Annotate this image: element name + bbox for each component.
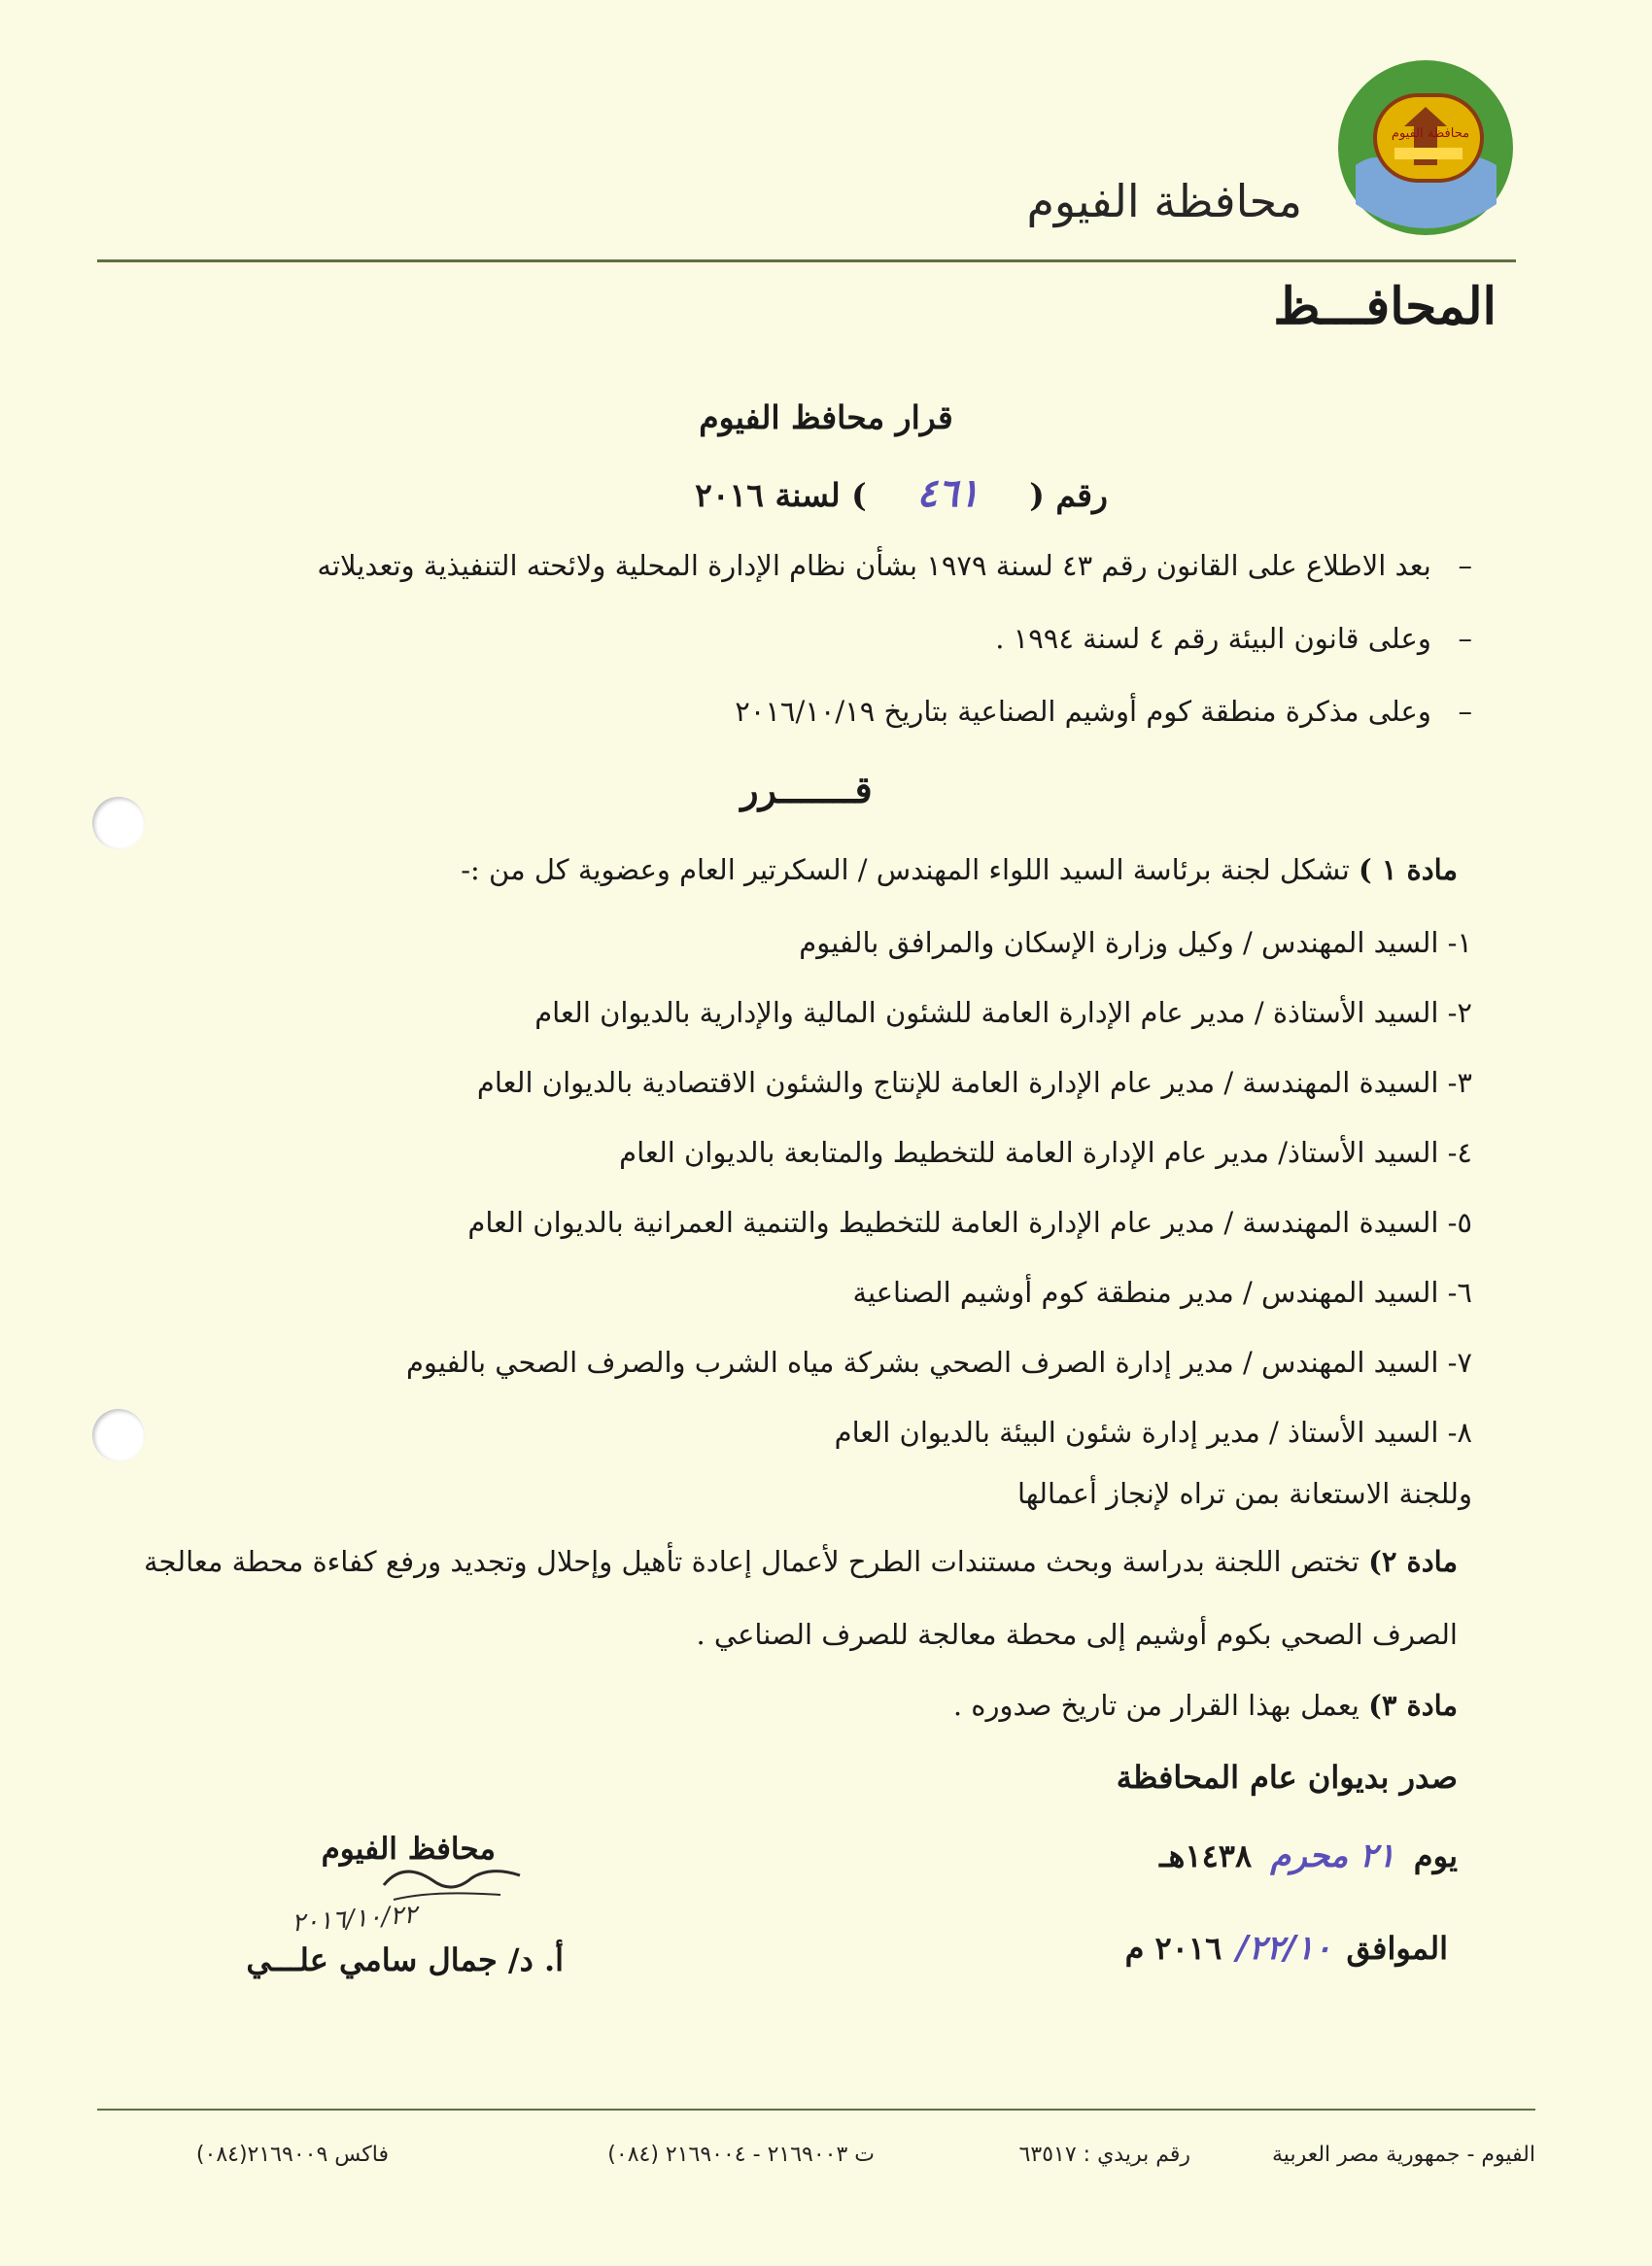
footer-rule: [97, 2109, 1535, 2111]
issued-at: صدر بديوان عام المحافظة: [1116, 1759, 1458, 1796]
gregorian-handwritten: ٢٢/١٠/: [1236, 1929, 1332, 1968]
gregorian-label: الموافق: [1346, 1930, 1448, 1967]
logo-lettering: محافظة الفيوم: [1391, 126, 1470, 141]
committee-note: وللجنة الاستعانة بمن تراه لإنجاز أعمالها: [1016, 1477, 1472, 1510]
article-3-label: مادة ٣): [1368, 1689, 1458, 1722]
punch-hole: [92, 797, 145, 849]
preamble-text: وعلى قانون البيئة رقم ٤ لسنة ١٩٩٤ .: [995, 622, 1431, 655]
member-item: ٨- السيد الأستاذ / مدير إدارة شئون البيئة بالديوان العام: [834, 1416, 1472, 1449]
preamble-dash: –: [1430, 549, 1472, 582]
preamble-item: [112, 622, 1472, 655]
preamble-item: [112, 549, 1472, 582]
footer-fax: فاكس ٢١٦٩٠٠٩(٠٨٤): [195, 2143, 389, 2167]
day-label: يوم: [1413, 1837, 1458, 1874]
member-item: ٤- السيد الأستاذ/ مدير عام الإدارة العامة للتخطيط والمتابعة بالديوان العام: [619, 1136, 1472, 1169]
preamble-text: بعد الاطلاع على القانون رقم ٤٣ لسنة ١٩٧٩ بشأن نظام الإدارة المحلية ولائحته التنفيذية وتعديلاته: [317, 549, 1431, 582]
preamble-text: وعلى مذكرة منطقة كوم أوشيم الصناعية بتاريخ ٢٠١٦/١٠/١٩: [735, 695, 1431, 728]
member-item: ٢- السيد الأستاذة / مدير عام الإدارة العامة للشئون المالية والإدارية بالديوان العام: [534, 996, 1472, 1029]
signatory-role: محافظ الفيوم: [321, 1832, 496, 1867]
signatory-name: أ. د/ جمال سامي علـــي: [246, 1941, 564, 1978]
article-2-continuation: الصرف الصحي بكوم أوشيم إلى محطة معالجة للصرف الصناعي .: [696, 1618, 1458, 1651]
preamble-dash: –: [1430, 695, 1472, 728]
governorate-name: محافظة الفيوم: [1026, 175, 1302, 227]
member-item: ٧- السيد المهندس / مدير إدارة الصرف الصحي بشركة مياه الشرب والصرف الصحي بالفيوم: [405, 1346, 1472, 1379]
footer-address: الفيوم - جمهورية مصر العربية: [1272, 2143, 1535, 2167]
hijri-year: ١٤٣٨هـ: [1159, 1837, 1253, 1874]
article-2-label: مادة ٢): [1368, 1545, 1458, 1578]
governorate-logo: [1336, 58, 1516, 238]
preamble-item: [112, 695, 1472, 728]
article-1: [461, 853, 1458, 886]
gregorian-date: [1125, 1929, 1448, 1968]
decree-number-suffix: ) لسنة ٢٠١٦: [695, 476, 867, 514]
member-item: ٦- السيد المهندس / مدير منطقة كوم أوشيم الصناعية: [852, 1276, 1472, 1309]
footer-phone: ت ٢١٦٩٠٠٣ - ٢١٦٩٠٠٤ (٠٨٤): [607, 2143, 875, 2167]
decree-title: قرار محافظ الفيوم: [699, 398, 953, 436]
decree-number-prefix: رقم (: [1029, 476, 1108, 514]
hijri-date: [1159, 1837, 1458, 1875]
article-1-label: مادة ١ ): [1359, 853, 1458, 886]
hijri-handwritten: ٢١ محرم: [1270, 1837, 1395, 1875]
gregorian-year: ٢٠١٦ م: [1124, 1930, 1222, 1967]
decree-number-line: [695, 471, 1108, 516]
decided-heading: قـــــــرر: [740, 768, 873, 811]
article-3: [953, 1689, 1458, 1722]
signature-date: ٢٠١٦/١٠/٢٢: [291, 1900, 419, 1939]
member-item: ١- السيد المهندس / وكيل وزارة الإسكان والمرافق بالفيوم: [799, 926, 1472, 959]
article-3-text: يعمل بهذا القرار من تاريخ صدوره .: [952, 1689, 1359, 1722]
member-item: ٣- السيدة المهندسة / مدير عام الإدارة العامة للإنتاج والشئون الاقتصادية بالديوان العام: [476, 1066, 1472, 1099]
member-item: ٥- السيدة المهندسة / مدير عام الإدارة العامة للتخطيط والتنمية العمرانية بالديوان العام: [467, 1206, 1472, 1239]
header-rule: [97, 259, 1516, 262]
footer-postal: رقم بريدي : ٦٣٥١٧: [1018, 2143, 1190, 2167]
article-1-text: تشكل لجنة برئاسة السيد اللواء المهندس / السكرتير العام وعضوية كل من :-: [461, 853, 1350, 886]
decree-number-handwritten: ٤٦١: [916, 471, 980, 516]
article-2: [97, 1545, 1458, 1578]
preamble-dash: –: [1430, 622, 1472, 655]
article-2-text: تختص اللجنة بدراسة وبحث مستندات الطرح لأعمال إعادة تأهيل وإحلال وتجديد ورفع كفاءة محطة معالجة: [143, 1545, 1359, 1578]
office-title: المحافـــظ: [1273, 277, 1497, 336]
